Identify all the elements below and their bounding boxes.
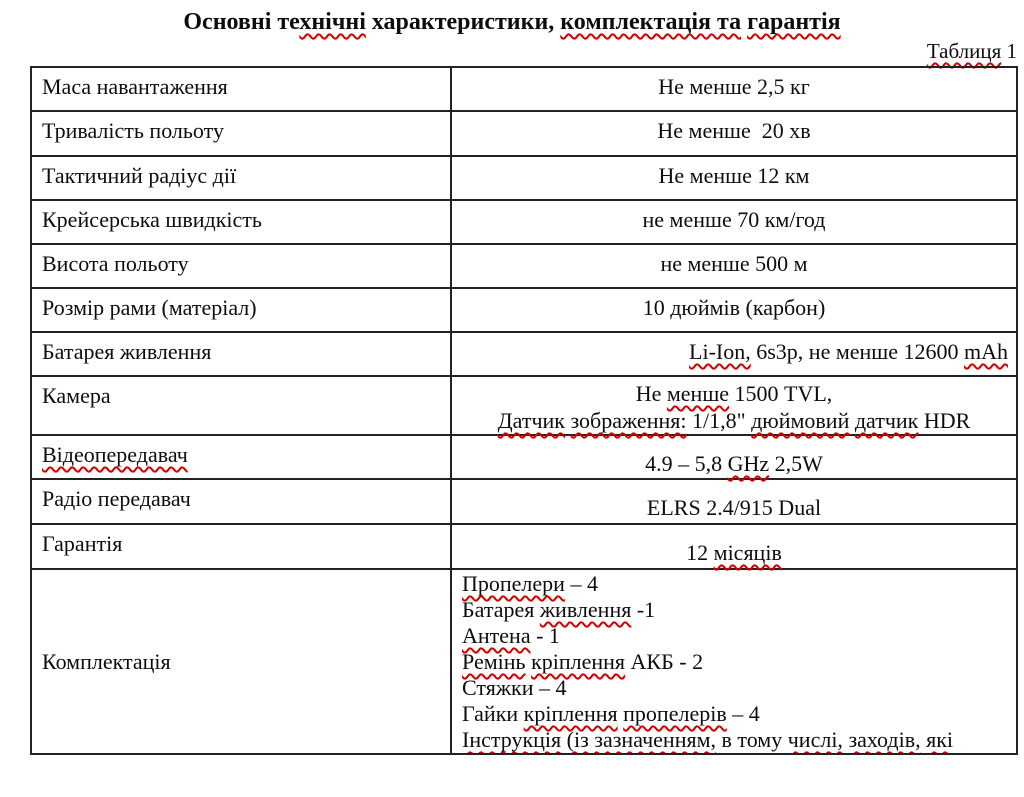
spec-label <box>31 479 451 524</box>
misspelled-text: Відеопередавач <box>42 442 188 467</box>
value-text: не менше 70 км/год <box>642 207 826 232</box>
misspelled-text: місяців <box>713 540 782 565</box>
value-text: Не <box>635 381 667 406</box>
spec-label <box>31 569 451 754</box>
package-item <box>462 597 1012 623</box>
caption-number: 1 <box>1001 39 1017 63</box>
spec-value <box>451 524 1017 569</box>
spec-label <box>31 244 451 288</box>
spec-value <box>451 288 1017 332</box>
row-warranty <box>31 524 1017 569</box>
label-text: Радіо передавач <box>42 486 191 511</box>
value-text: 1/1,8" <box>686 408 752 433</box>
value-text: 1500 TVL, <box>729 381 833 406</box>
row-cruise-speed <box>31 200 1017 244</box>
misspelled-text: числі, <box>787 727 843 752</box>
title-text: характеристики, <box>365 9 561 35</box>
value-line <box>456 380 1012 407</box>
row-flight-altitude <box>31 244 1017 288</box>
value-line <box>456 407 1012 434</box>
package-item <box>462 701 1012 727</box>
spec-value <box>451 111 1017 156</box>
spec-value <box>451 479 1017 524</box>
row-battery <box>31 332 1017 376</box>
spec-value <box>451 376 1017 435</box>
spec-value <box>451 332 1017 376</box>
spec-label <box>31 200 451 244</box>
row-payload-mass <box>31 67 1017 111</box>
spec-label <box>31 524 451 569</box>
label-text: Тактичний радіус дії <box>42 163 237 188</box>
spec-value <box>451 569 1017 754</box>
label-text: Комплектація <box>42 648 171 674</box>
label-text: Крейсерська швидкість <box>42 207 262 232</box>
value-text: HDR <box>918 408 971 433</box>
spec-label <box>31 435 451 479</box>
spec-value <box>451 435 1017 479</box>
misspelled-text: які <box>926 727 954 752</box>
label-text: Гарантія <box>42 531 123 556</box>
title-text: Основні те <box>183 9 300 35</box>
package-item <box>462 571 1012 597</box>
misspelled-text: mAh <box>964 339 1008 364</box>
misspelled-text: Пропелери <box>462 571 565 596</box>
value-text: Не менше 20 хв <box>657 118 811 143</box>
misspelled-text: заходів, <box>848 727 921 752</box>
value-text: 6s3p, не менше 12600 <box>750 339 964 364</box>
label-text: Розмір рами (матеріал) <box>42 295 257 320</box>
row-frame-size <box>31 288 1017 332</box>
spec-label <box>31 332 451 376</box>
label-text: Батарея живлення <box>42 339 212 364</box>
misspelled-text: зображення: <box>570 408 687 433</box>
misspelled-text: (із зазначенням, <box>566 727 717 752</box>
value-text: Батарея <box>462 597 540 622</box>
value-text: – 4 <box>564 571 598 596</box>
misspelled-text: кріплення <box>523 701 618 726</box>
value-text: Не менше 2,5 кг <box>658 74 810 99</box>
row-tactical-radius <box>31 156 1017 200</box>
misspelled-text: живлення <box>539 597 632 622</box>
value-text: ELRS 2.4/915 Dual <box>646 495 822 520</box>
misspelled-text: Li-Ion, <box>689 339 751 364</box>
misspelled-text: датчик <box>854 408 919 433</box>
misspelled-text: кріплення <box>531 649 626 674</box>
package-item <box>462 623 1012 649</box>
spec-value <box>451 200 1017 244</box>
package-item <box>462 727 1012 753</box>
row-camera <box>31 376 1017 435</box>
spec-value <box>451 156 1017 200</box>
spec-label <box>31 376 451 435</box>
page-title <box>0 9 1024 36</box>
spec-value <box>451 244 1017 288</box>
value-text: - 1 <box>530 623 560 648</box>
label-text: Маса навантаження <box>42 74 228 99</box>
misspelled-text: гарантія <box>747 9 841 35</box>
label-text: Камера <box>42 383 111 408</box>
misspelled-text: Ремінь <box>462 649 526 674</box>
spec-label <box>31 288 451 332</box>
misspelled-text: Антена <box>462 623 531 648</box>
misspelled-text: Таблиця <box>926 39 1002 63</box>
value-text: Стяжки – 4 <box>462 675 567 700</box>
misspelled-text: Датчик <box>497 408 565 433</box>
misspelled-text: пропелерів <box>623 701 727 726</box>
spec-label <box>31 156 451 200</box>
spec-label <box>31 111 451 156</box>
value-text: -1 <box>631 597 656 622</box>
misspelled-text: менше <box>666 381 730 406</box>
label-text: Висота польоту <box>42 251 189 276</box>
misspelled-text: Інструкція <box>462 727 562 752</box>
value-text: АКБ - 2 <box>625 649 704 674</box>
value-text: в тому <box>716 727 788 752</box>
table-caption <box>927 39 1017 64</box>
misspelled-text: GHz <box>727 451 770 476</box>
row-flight-time <box>31 111 1017 156</box>
row-radio-transmitter <box>31 479 1017 524</box>
value-text: Гайки <box>462 701 524 726</box>
value-text: 2,5W <box>769 451 823 476</box>
row-video-transmitter <box>31 435 1017 479</box>
spec-label <box>31 67 451 111</box>
row-package-contents <box>31 569 1017 754</box>
misspelled-text: хнічні <box>299 9 366 35</box>
package-item <box>462 675 1012 701</box>
spec-value <box>451 67 1017 111</box>
label-text: Тривалість польоту <box>42 118 224 143</box>
value-text: 12 <box>686 540 714 565</box>
value-text: Не менше 12 км <box>658 163 810 188</box>
value-text: 10 дюймів (карбон) <box>642 295 826 320</box>
spec-table <box>30 66 1018 755</box>
value-text: – 4 <box>726 701 760 726</box>
misspelled-text: комплектація та <box>560 9 742 35</box>
package-item <box>462 649 1012 675</box>
misspelled-text: дюймовий <box>751 408 850 433</box>
value-text: не менше 500 м <box>660 251 808 276</box>
value-text: 4.9 – 5,8 <box>645 451 728 476</box>
